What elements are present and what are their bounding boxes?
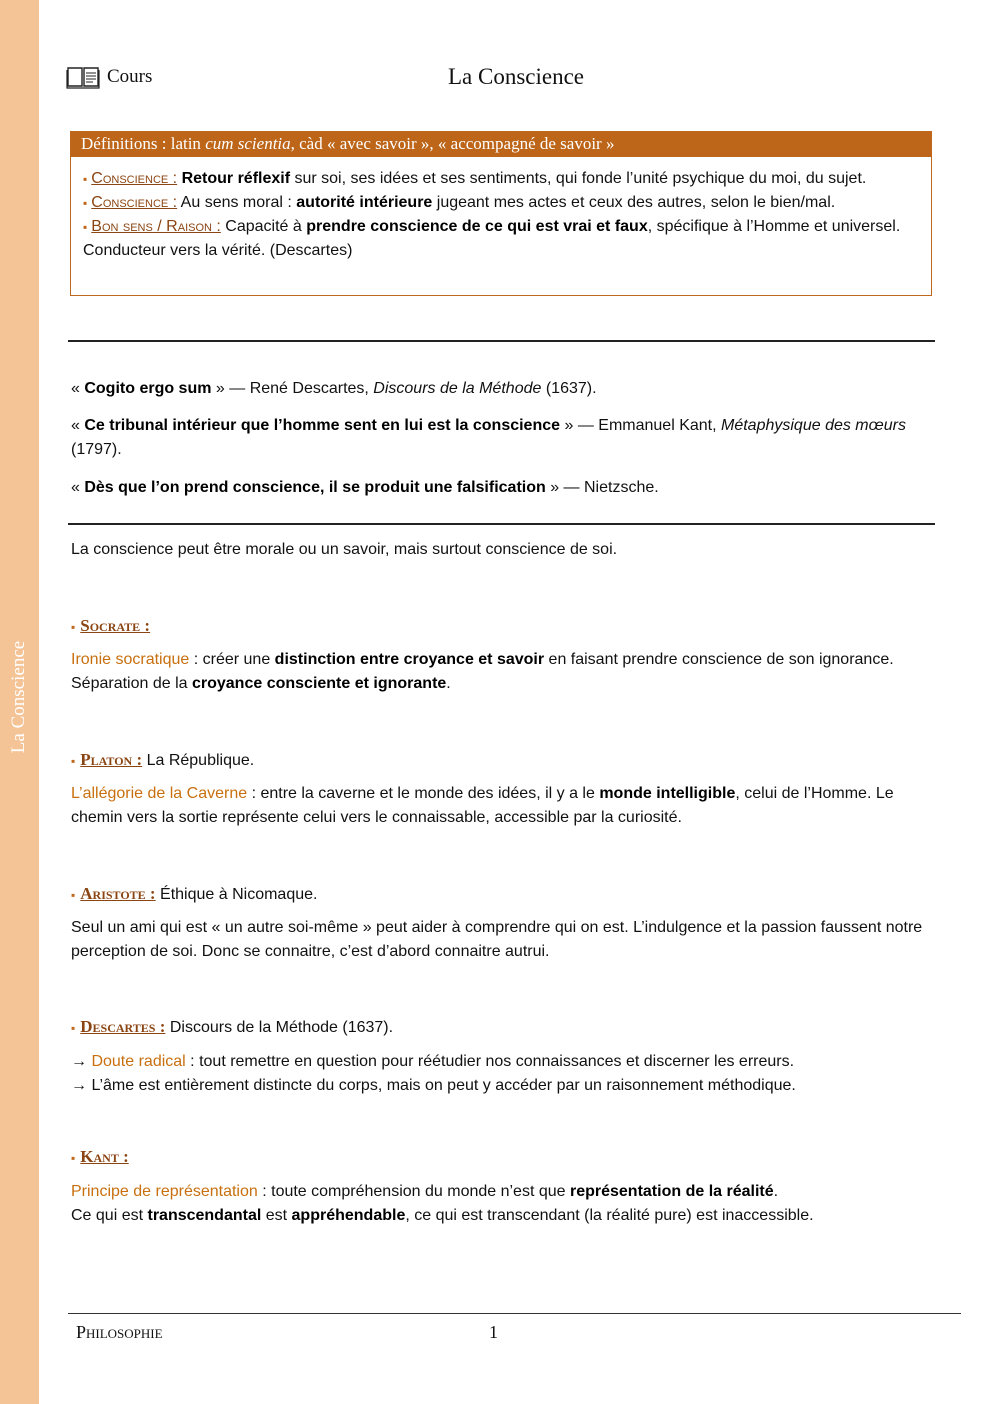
side-band [0,0,39,1404]
section-text-kant: Principe de représentation : toute compréhension du monde n’est que représentation de la réalité. Ce qui est transcendantal est appréhendable, ce qui est transcendant (la réalité pure) est inaccessible. [71,1183,814,1224]
footer-divider [68,1313,961,1314]
section-heading-platon: ▪ Platon : La République. [71,750,255,769]
definition-item: ▪ Conscience : Au sens moral : autorité intérieure jugeant mes actes et ceux des autres, selon le bien/mal. [83,194,836,211]
intro-text: La conscience peut être morale ou un savoir, mais surtout conscience de soi. [71,541,618,558]
quote-kant: « Ce tribunal intérieur que l’homme sent en lui est la conscience » — Emmanuel Kant, Métaphysique des mœurs (1797). [71,417,906,458]
section-heading-socrate: ▪ Socrate : [71,616,151,635]
quote-descartes: « Cogito ergo sum » — René Descartes, Discours de la Méthode (1637). [71,380,597,397]
quote-nietzsche: « Dès que l’on prend conscience, il se produit une falsification » — Nietzsche. [71,479,659,496]
section-heading-descartes: ▪ Descartes : Discours de la Méthode (1637). [71,1017,394,1036]
definition-item: ▪ Bon sens / Raison : Capacité à prendre conscience de ce qui est vrai et faux, spécifique à l’Homme et universel. Conducteur vers la vérité. (Descartes) [83,218,901,259]
section-heading-aristote: ▪ Aristote : Éthique à Nicomaque. [71,884,318,903]
page-number: 1 [489,1322,498,1342]
header-section: Cours [107,66,153,87]
section-text-socrate: Ironie socratique : créer une distinction entre croyance et savoir en faisant prendre conscience de son ignorance. Séparation de la croyance consciente et ignorante. [71,651,894,692]
section-text-descartes: → Doute radical : tout remettre en question pour réétudier nos connaissances et discerner les erreurs. → L’âme est entièrement distincte du corps, mais on peut y accéder par un raisonnement méthodique. [71,1053,796,1094]
section-text-platon: L’allégorie de la Caverne : entre la caverne et le monde des idées, il y a le monde intelligible, celui de l’Homme. Le chemin vers la sortie représente celui vers le connaissable, accessible par la curiosité. [71,785,894,826]
section-text-aristote: Seul un ami qui est « un autre soi-même » peut aider à comprendre qui on est. L’indulgence et la passion faussent notre perception de soi. Donc se connaitre, c’est d’abord connaitre autrui. [71,919,923,960]
side-label: La Conscience [8,640,29,754]
page-title: La Conscience [447,64,585,89]
section-heading-kant: ▪ Kant : [71,1147,129,1166]
divider [68,340,935,342]
divider [68,523,935,525]
footer-subject: Philosophie [76,1322,163,1342]
definitions-title: Définitions : latin cum scientia, càd « avec savoir », « accompagné de savoir » [71,132,931,157]
definitions-box [70,131,932,296]
definition-item: ▪ Conscience : Retour réflexif sur soi, ses idées et ses sentiments, qui fonde l’unité psychique du moi, du sujet. [83,170,867,187]
